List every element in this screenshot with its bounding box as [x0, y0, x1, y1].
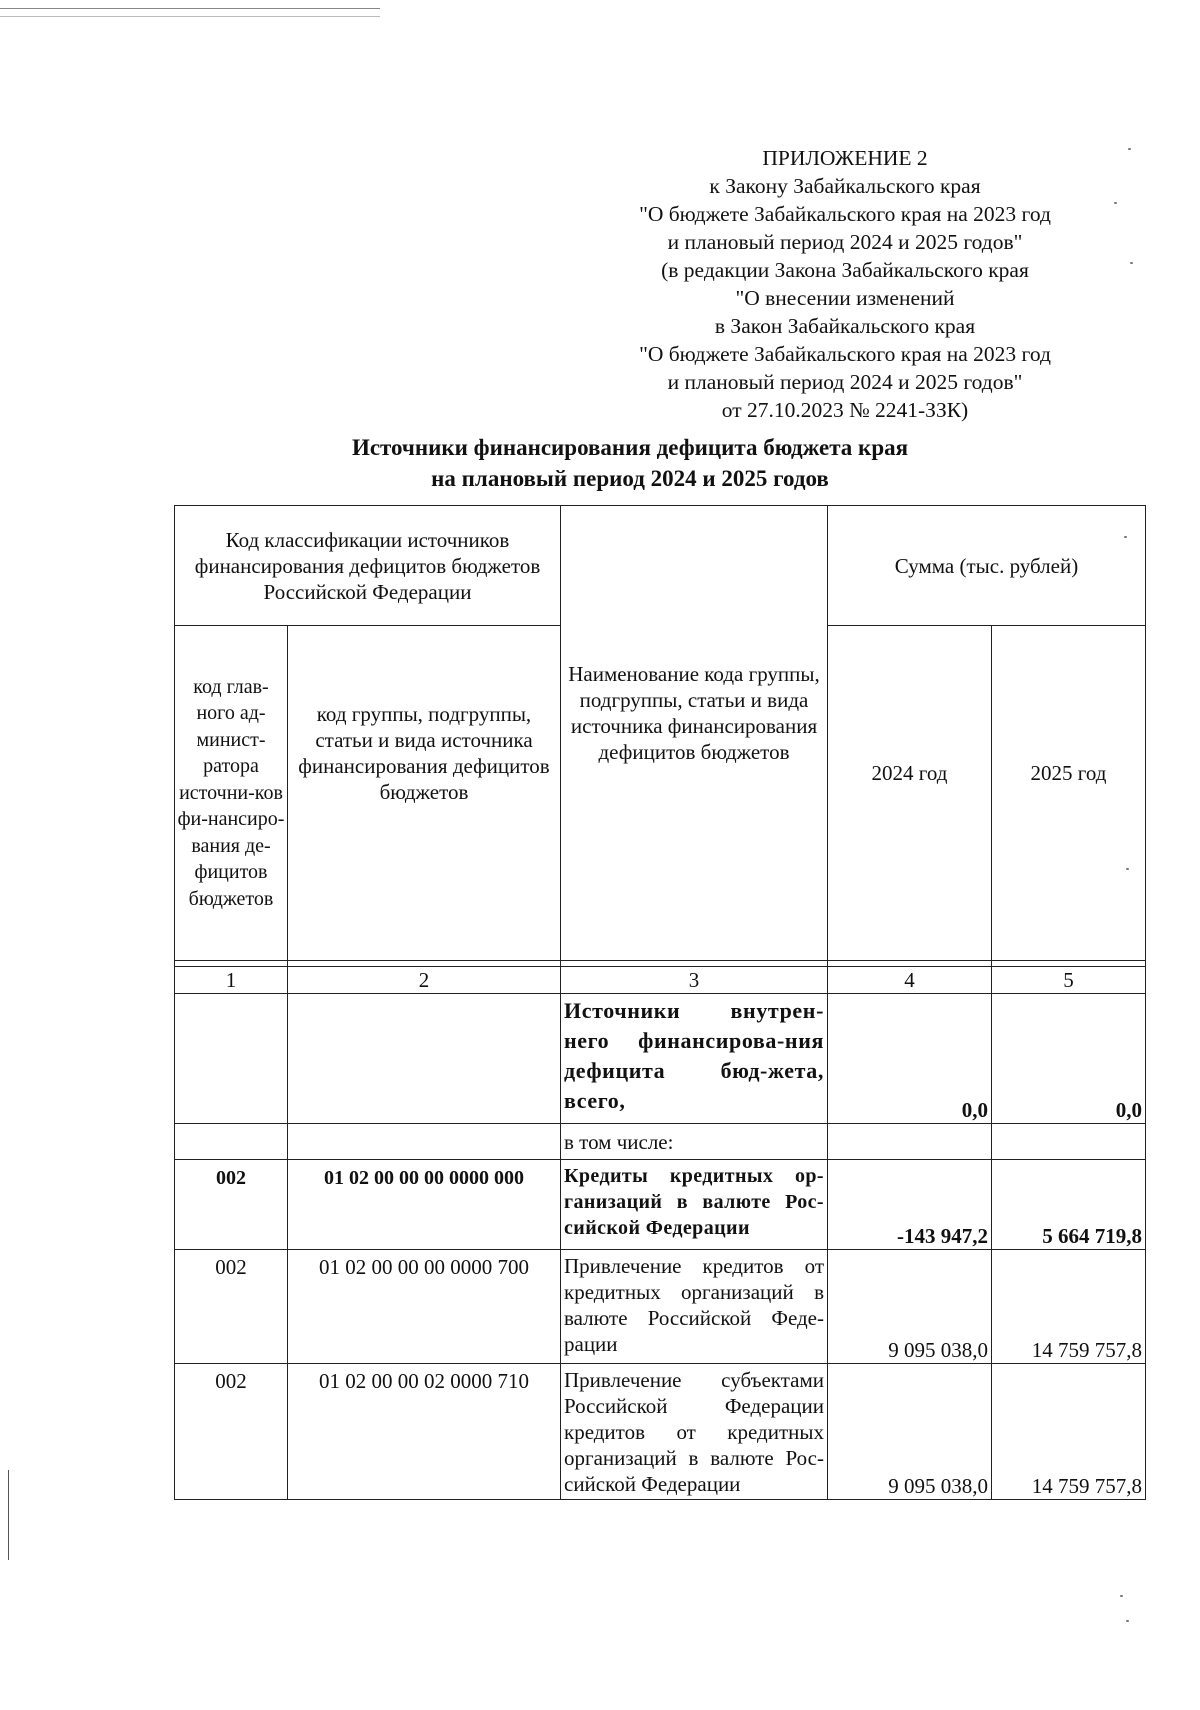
group-code-cell	[288, 1124, 561, 1160]
amount-2024-cell	[828, 1124, 992, 1160]
column-number: 1	[175, 967, 288, 994]
annex-line: "О бюджете Забайкальского края на 2023 год	[639, 342, 1051, 366]
annex-line: от 27.10.2023 № 2241-ЗЗК)	[721, 398, 969, 422]
source-name-cell: в том числе:	[561, 1124, 828, 1160]
source-name-cell: Источники внутрен-него финансирова-ния дефицита бюд-жета, всего,	[561, 994, 828, 1124]
source-name-cell: Привлечение кредитов от кредитных организаций в валюте Российской Феде-рации	[561, 1250, 828, 1364]
annex-line: ПРИЛОЖЕНИЕ 2	[762, 146, 928, 170]
annex-line: "О бюджете Забайкальского края на 2023 год	[639, 202, 1051, 226]
column-number: 5	[992, 967, 1146, 994]
amount-2024-cell: 0,0	[828, 994, 992, 1124]
scan-speck	[1126, 1620, 1129, 1622]
annex-line: (в редакции Закона Забайкальского края	[661, 258, 1029, 282]
title-line: Источники финансирования дефицита бюджета края	[351, 435, 909, 460]
margin-mark	[8, 1470, 9, 1560]
source-name-cell: Кредиты кредитных ор-ганизаций в валюте Рос-сийской Федерации	[561, 1160, 828, 1250]
annex-header	[600, 144, 1090, 424]
table-row	[175, 1364, 1146, 1500]
annex-line: и плановый период 2024 и 2025 годов"	[667, 230, 1023, 254]
admin-code-cell: 002	[175, 1160, 288, 1250]
table-row	[175, 994, 1146, 1124]
column-number: 2	[288, 967, 561, 994]
document-title	[170, 432, 1090, 494]
title-line: на плановый период 2024 и 2025 годов	[431, 466, 829, 491]
group-code-cell: 01 02 00 00 00 0000 000	[288, 1160, 561, 1250]
table-row	[175, 1160, 1146, 1250]
amount-2025-cell: 5 664 719,8	[992, 1160, 1146, 1250]
amount-2024-cell: 9 095 038,0	[828, 1250, 992, 1364]
header-year-2025: 2025 год	[992, 626, 1146, 961]
amount-2025-cell: 14 759 757,8	[992, 1364, 1146, 1500]
header-group-code: код группы, подгруппы, статьи и вида источника финансирования дефицитов бюджетов	[288, 626, 561, 961]
admin-code-cell	[175, 1124, 288, 1160]
amount-2024-cell: 9 095 038,0	[828, 1364, 992, 1500]
group-code-cell: 01 02 00 00 02 0000 710	[288, 1364, 561, 1500]
annex-line: и плановый период 2024 и 2025 годов"	[667, 370, 1023, 394]
amount-2024-cell: -143 947,2	[828, 1160, 992, 1250]
scan-speck	[1120, 1595, 1123, 1597]
header-sum: Сумма (тыс. рублей)	[828, 506, 1146, 626]
column-number: 3	[561, 967, 828, 994]
admin-code-cell: 002	[175, 1364, 288, 1500]
amount-2025-cell: 14 759 757,8	[992, 1250, 1146, 1364]
source-name-cell: Привлечение субъектами Российской Федерации кредитов от кредитных организаций в валюте Рос-сийской Федерации	[561, 1364, 828, 1500]
annex-line: "О внесении изменений	[735, 286, 955, 310]
header-code-classification: Код классификации источников финансирования дефицитов бюджетов Российской Федерации	[175, 506, 561, 626]
header-admin-code: код глав-ного ад-минист-ратора источни-ков фи-нансиро-вания де-фицитов бюджетов	[175, 626, 288, 961]
admin-code-cell: 002	[175, 1250, 288, 1364]
table-row	[175, 1250, 1146, 1364]
scan-speck	[1128, 148, 1131, 150]
group-code-cell: 01 02 00 00 00 0000 700	[288, 1250, 561, 1364]
header-year-2024: 2024 год	[828, 626, 992, 961]
annex-line: в Закон Забайкальского края	[714, 314, 976, 338]
amount-2025-cell	[992, 1124, 1146, 1160]
header-name-of-code: Наименование кода группы, подгруппы, статьи и вида источника финансирования дефицитов бюджетов	[561, 506, 828, 961]
annex-line: к Закону Забайкальского края	[709, 174, 981, 198]
scan-speck	[1130, 262, 1133, 264]
group-code-cell	[288, 994, 561, 1124]
admin-code-cell	[175, 994, 288, 1124]
scan-artifact-line	[0, 8, 380, 9]
column-number: 4	[828, 967, 992, 994]
scan-speck	[1114, 202, 1117, 204]
budget-sources-table	[174, 505, 1146, 1500]
table-row	[175, 1124, 1146, 1160]
amount-2025-cell: 0,0	[992, 994, 1146, 1124]
scan-artifact-line	[0, 16, 380, 17]
